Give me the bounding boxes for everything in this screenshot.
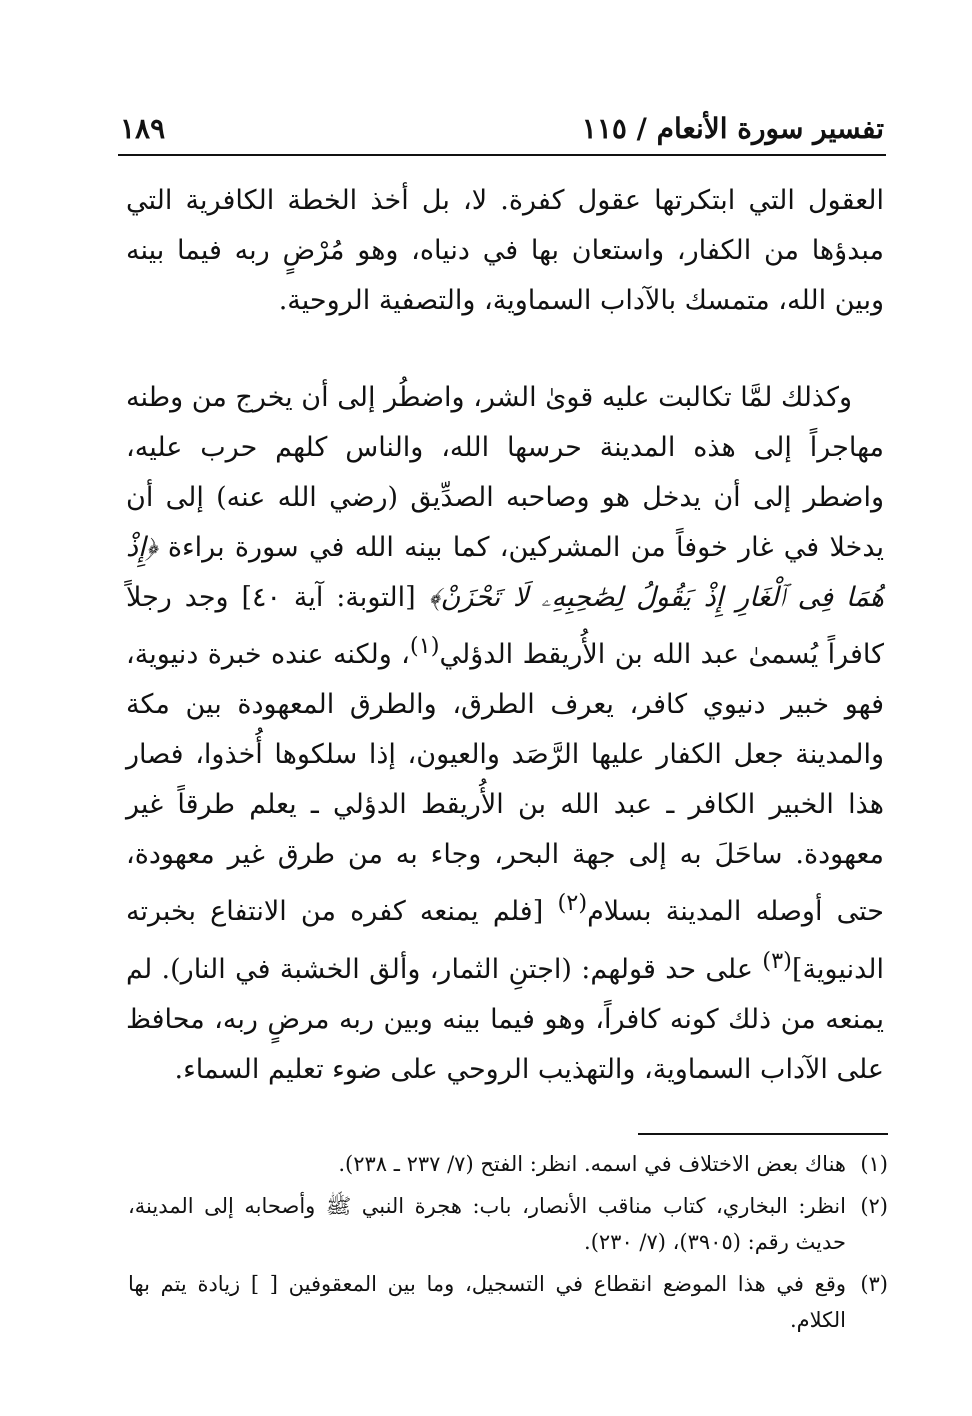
running-header <box>120 108 884 152</box>
footnote-2 <box>128 1188 888 1260</box>
footnote-3 <box>128 1266 888 1338</box>
page-number: ١٨٩ <box>120 112 166 145</box>
paragraph-2-part-c: ، ولكنه عنده خبرة دنيوية، فهو خبير دنيوي كافر، يعرف الطرق، والطرق المعهودة بين مكة والمدينة جعل الكفار عليها الرَّصَد والعيون، إذا سلكوها أُخذوا، فصار هذا الخبير الكافر ـ عبد الله بن الأُريقط الدؤلي ـ يعلم طرقاً غير معهودة. ساحَلَ به إلى جهة البحر، وجاء به من طرق غير معهودة، حتى أوصله المدينة بسلام <box>126 639 885 928</box>
footnote-number: (١) <box>860 1152 888 1176</box>
paragraph-2-part-d: [فلم يمنعه كفره من الانتفاع بخبرته الدنيوية] <box>126 896 884 986</box>
header-divider <box>118 154 886 156</box>
footnote-marker-3[interactable]: (٣) <box>762 948 792 975</box>
footnote-divider <box>638 1133 888 1135</box>
footnote-text: انظر: البخاري، كتاب مناقب الأنصار، باب: هجرة النبي ﷺ وأصحابه إلى المدينة، حديث رقم: (٣٩٠٥)، (٧/ ٢٣٠). <box>128 1194 846 1254</box>
footnote-number: (٣) <box>860 1272 888 1296</box>
footnote-marker-1[interactable]: (١) <box>409 633 440 660</box>
footnotes <box>128 1146 888 1344</box>
paragraph-1: العقول التي ابتكرتها عقول كفرة. لا، بل أخذ الخطة الكافرية التي مبدؤها من الكفار، واستعان بها في دنياه، وهو مُرْضٍ ربه فيما بينه وبين الله، متمسك بالآداب السماوية، والتصفية الروحية. <box>126 185 884 316</box>
paragraph-2-part-e: على حد قولهم: (اجتنِ الثمار، وألق الخشبة في النار). لم يمنعه من ذلك كونه كافراً، وهو فيما بينه وبين ربه مرضٍ ربه، محافظ على الآداب السماوية، والتهذيب الروحي على ضوء تعليم السماء. <box>126 954 884 1085</box>
footnote-marker-2[interactable]: (٢) <box>557 890 588 917</box>
paragraph-2 <box>126 373 884 1094</box>
main-text <box>126 176 884 1095</box>
running-title: تفسير سورة الأنعام / ١١٥ <box>581 112 884 145</box>
footnote-1 <box>128 1146 888 1182</box>
verse-reference: [التوبة: آية ٤٠] <box>241 581 416 613</box>
footnote-number: (٢) <box>860 1194 888 1218</box>
footnote-text: هناك بعض الاختلاف في اسمه. انظر: الفتح (٧/ ٢٣٧ ـ ٢٣٨). <box>338 1152 846 1176</box>
paragraph-2-part-a: وكذلك لمَّا تكالبت عليه قوىٰ الشر، واضطُر إلى أن يخرج من وطنه مهاجراً إلى هذه المدينة حرسها الله، والناس كلهم حرب عليه، واضطر إلى أن يدخل هو وصاحبه الصدِّيق (رضي الله عنه) إلى أن يدخلا في غار خوفاً من المشركين، كما بينه الله في سورة براءة <box>126 382 885 563</box>
footnote-text: وقع في هذا الموضع انقطاع في التسجيل، وما بين المعقوفين [ ] زيادة يتم بها الكلام. <box>128 1272 846 1332</box>
paragraph-2-part-b: وجد رجلاً كافراً يُسمىٰ عبد الله بن الأُريقط الدؤلي <box>126 581 884 671</box>
paragraph-gap <box>126 325 884 373</box>
quran-verse: ﴿إِذْ هُمَا فِى ٱلْغَارِ إِذْ يَقُولُ لِصَٰحِبِهِۦ لَا تَحْزَنْ﴾ <box>126 531 884 613</box>
